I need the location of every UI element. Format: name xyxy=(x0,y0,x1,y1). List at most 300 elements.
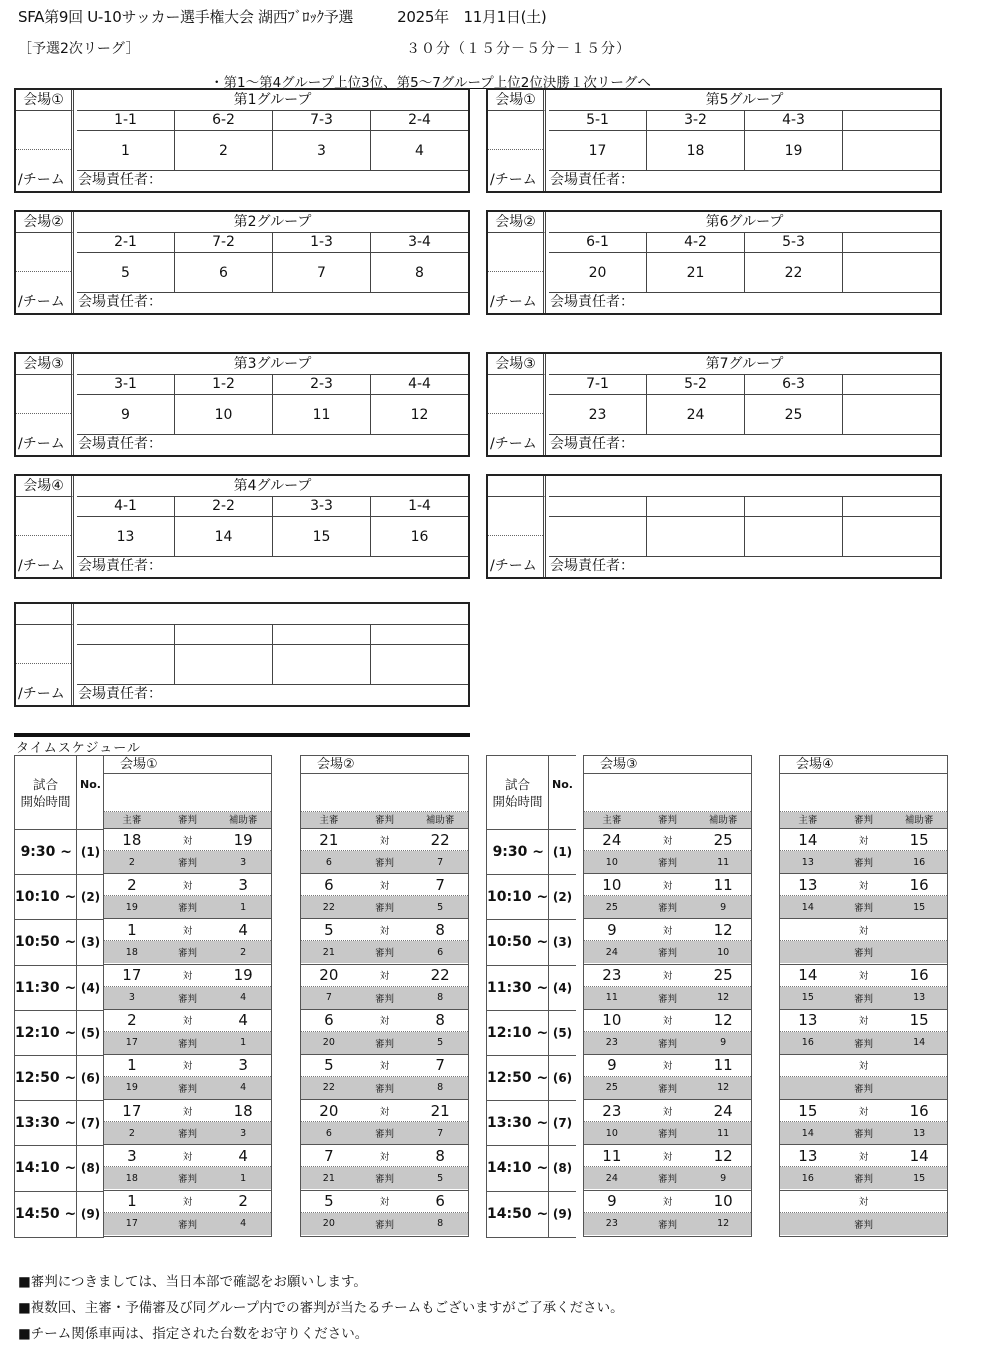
match-teams xyxy=(301,1100,468,1122)
away-team: 12 xyxy=(713,1146,733,1165)
vs-label: 対 xyxy=(379,1197,390,1208)
group-code: 4-3 xyxy=(745,111,843,130)
team-number xyxy=(843,517,940,556)
group-code xyxy=(175,625,273,644)
group-name: 第3グループ xyxy=(77,354,468,375)
venue-schedule xyxy=(583,755,752,1237)
main-referee: 2 xyxy=(128,1127,135,1139)
referee-label: 審判 xyxy=(375,1083,395,1095)
home-team: 5 xyxy=(324,1192,334,1210)
away-team: 22 xyxy=(430,966,450,985)
group-code: 7-3 xyxy=(273,111,371,130)
match-referees xyxy=(780,1213,947,1235)
vs-label: 対 xyxy=(662,1197,673,1208)
dotted-line xyxy=(488,413,543,414)
team-label: /チーム xyxy=(16,685,74,705)
team-number xyxy=(273,645,371,684)
match-no: (7) xyxy=(552,1116,573,1131)
match-cell xyxy=(301,874,468,919)
match-no: (3) xyxy=(80,935,101,950)
home-team: 7 xyxy=(324,1146,334,1165)
home-team: 9 xyxy=(607,1056,617,1075)
start-time: 14:50 ~ xyxy=(487,1192,549,1237)
match-cell xyxy=(301,1100,468,1145)
home-team: 20 xyxy=(319,966,339,985)
time-slot-row xyxy=(487,1146,576,1191)
referee-label: 審判 xyxy=(178,1174,198,1186)
away-team: 2 xyxy=(238,1192,248,1210)
match-no: (9) xyxy=(80,1206,101,1221)
schedule-header xyxy=(487,756,576,830)
role-label: 主審 xyxy=(319,815,339,826)
time-slot-row xyxy=(487,1056,576,1101)
home-team: 11 xyxy=(602,1146,622,1165)
assistant-referee: 16 xyxy=(913,856,926,868)
home-team: 9 xyxy=(607,1192,617,1210)
main-referee: 24 xyxy=(605,1172,618,1184)
group-code: 5-1 xyxy=(549,111,647,130)
referee-label: 審判 xyxy=(854,993,874,1005)
referee-label: 審判 xyxy=(178,903,198,915)
match-teams xyxy=(584,1145,751,1167)
match-teams xyxy=(104,874,271,896)
time-slot-row xyxy=(487,1101,576,1146)
group-code: 1-1 xyxy=(77,111,175,130)
match-teams xyxy=(301,829,468,851)
assistant-referee: 3 xyxy=(240,1127,247,1139)
dotted-line xyxy=(488,149,543,150)
assistant-referee: 6 xyxy=(437,946,444,958)
team-number: 23 xyxy=(549,395,647,434)
referee-label: 審判 xyxy=(658,1083,678,1095)
home-team: 2 xyxy=(127,1011,137,1030)
time-slot-row xyxy=(487,1192,576,1237)
home-team: 15 xyxy=(798,1101,818,1120)
start-time: 12:50 ~ xyxy=(487,1056,549,1100)
group-code: 3-2 xyxy=(647,111,745,130)
main-referee: 3 xyxy=(128,992,135,1004)
vs-label: 対 xyxy=(662,925,673,937)
group-code: 7-1 xyxy=(549,375,647,394)
match-teams xyxy=(780,919,947,941)
match-cell xyxy=(301,829,468,874)
match-cell xyxy=(104,1010,271,1055)
match-no: (4) xyxy=(552,980,573,995)
group-code xyxy=(77,625,175,644)
role-label: 審判 xyxy=(658,815,678,826)
match-no: (3) xyxy=(552,935,573,950)
match-referees xyxy=(104,1167,271,1189)
referee-label: 審判 xyxy=(375,903,395,915)
match-teams xyxy=(584,829,751,851)
main-referee: 20 xyxy=(322,1037,335,1049)
main-referee: 23 xyxy=(605,1218,618,1229)
vs-label: 対 xyxy=(379,835,390,847)
dotted-line xyxy=(16,149,71,150)
assistant-referee: 7 xyxy=(437,856,444,868)
dotted-line xyxy=(16,535,71,536)
main-referee: 19 xyxy=(125,901,138,913)
home-team: 18 xyxy=(122,830,142,849)
main-referee: 20 xyxy=(322,1218,335,1229)
group-box xyxy=(486,88,942,193)
vs-label: 対 xyxy=(182,1061,193,1073)
main-referee: 10 xyxy=(605,1127,618,1139)
group-name: 第5グループ xyxy=(549,90,940,111)
home-team: 6 xyxy=(324,1011,334,1030)
match-cell xyxy=(301,1055,468,1100)
assistant-referee: 5 xyxy=(437,1172,444,1184)
home-team: 23 xyxy=(602,966,622,985)
match-teams xyxy=(301,874,468,896)
group-codes-row xyxy=(549,497,940,517)
team-number: 10 xyxy=(175,395,273,434)
main-referee: 22 xyxy=(322,901,335,913)
time-slot-row xyxy=(15,830,104,875)
start-time: 10:50 ~ xyxy=(487,920,549,964)
match-duration: ３０分（１５分－５分－１５分） xyxy=(406,41,631,57)
main-referee: 24 xyxy=(605,946,618,958)
match-cell xyxy=(301,965,468,1010)
main-referee: 2 xyxy=(128,856,135,868)
referee-label: 審判 xyxy=(854,1083,874,1095)
schedule-header xyxy=(15,756,104,830)
start-time: 9:30 ~ xyxy=(15,830,77,874)
schedule-time-column xyxy=(486,755,576,1238)
away-team: 3 xyxy=(238,875,248,894)
role-label: 審判 xyxy=(854,815,874,826)
main-referee: 22 xyxy=(322,1082,335,1094)
venue-schedule xyxy=(103,755,272,1237)
footer-note: ■複数回、主審・予備審及び同グループ内での審判が当たるチームもございますがご了承ください。 xyxy=(18,1300,624,1316)
home-team: 6 xyxy=(324,875,334,894)
team-number: 15 xyxy=(273,517,371,556)
referee-label: 審判 xyxy=(178,993,198,1005)
match-teams xyxy=(780,1191,947,1213)
match-teams xyxy=(104,1010,271,1032)
team-number: 6 xyxy=(175,253,273,292)
main-referee: 14 xyxy=(801,901,814,913)
group-code xyxy=(371,625,468,644)
away-team: 10 xyxy=(713,1192,733,1210)
time-slot-row xyxy=(15,1146,104,1191)
venue-label xyxy=(16,604,74,625)
assistant-referee: 5 xyxy=(437,1037,444,1049)
referee-label: 審判 xyxy=(178,858,198,869)
match-teams xyxy=(584,874,751,896)
group-name: 第1グループ xyxy=(77,90,468,111)
team-label: /チーム xyxy=(488,293,546,313)
team-number: 13 xyxy=(77,517,175,556)
away-team: 4 xyxy=(238,920,248,939)
assistant-referee: 9 xyxy=(720,901,727,913)
referee-label: 審判 xyxy=(658,1174,678,1186)
home-team: 13 xyxy=(798,1011,818,1030)
match-cell xyxy=(780,1145,947,1190)
referee-label: 審判 xyxy=(178,1129,198,1141)
match-teams xyxy=(104,1055,271,1077)
match-referees xyxy=(584,1213,751,1235)
group-code xyxy=(843,375,940,394)
match-referees xyxy=(301,1213,468,1235)
match-teams xyxy=(301,1145,468,1167)
group-code: 2-3 xyxy=(273,375,371,394)
team-numbers-row xyxy=(549,517,940,557)
referee-label: 審判 xyxy=(854,858,874,869)
assistant-referee: 11 xyxy=(717,856,730,868)
match-referees xyxy=(584,896,751,918)
away-team: 11 xyxy=(713,1056,733,1075)
group-name: 第6グループ xyxy=(549,212,940,233)
time-slot-row xyxy=(15,1011,104,1056)
assistant-referee: 11 xyxy=(717,1127,730,1139)
vs-label: 対 xyxy=(379,880,390,892)
referee-label: 審判 xyxy=(375,1038,395,1050)
match-cell xyxy=(780,829,947,874)
vs-label: 対 xyxy=(379,925,390,937)
footer-note: ■審判につきましては、当日本部で確認をお願いします。 xyxy=(18,1274,367,1290)
assistant-referee: 15 xyxy=(913,1172,926,1184)
team-number: 2 xyxy=(175,131,273,170)
match-cell xyxy=(780,1010,947,1055)
team-numbers-row xyxy=(77,517,468,557)
group-code: 6-3 xyxy=(745,375,843,394)
vs-label: 対 xyxy=(858,925,869,937)
start-time: 9:30 ~ xyxy=(487,830,549,874)
group-name: 第4グループ xyxy=(77,476,468,497)
role-label: 主審 xyxy=(122,815,142,826)
match-cell xyxy=(301,1191,468,1236)
match-cell xyxy=(584,1145,751,1190)
match-referees xyxy=(584,1032,751,1054)
away-team: 25 xyxy=(713,830,733,849)
assistant-referee: 4 xyxy=(240,1218,247,1229)
venue-label xyxy=(488,476,546,497)
venue-name: 会場③ xyxy=(584,756,751,774)
referee-label: 審判 xyxy=(658,903,678,915)
role-label: 補助審 xyxy=(904,815,934,826)
referee-label: 審判 xyxy=(658,858,678,869)
match-teams xyxy=(780,1010,947,1032)
referee-label: 審判 xyxy=(178,1083,198,1095)
away-team: 12 xyxy=(713,920,733,939)
group-code xyxy=(647,497,745,516)
group-codes-row xyxy=(77,625,468,645)
team-number: 16 xyxy=(410,529,429,545)
venue-name: 会場④ xyxy=(780,756,947,774)
referee-label: 審判 xyxy=(854,948,874,960)
team-label: /チーム xyxy=(488,557,546,577)
team-number: 4 xyxy=(415,143,424,159)
team-number xyxy=(549,517,647,556)
time-slot-row xyxy=(15,875,104,920)
main-referee: 13 xyxy=(801,856,814,868)
match-referees xyxy=(104,987,271,1009)
venue-slot xyxy=(488,111,546,171)
team-numbers-row xyxy=(77,395,468,435)
match-referees xyxy=(301,1122,468,1144)
venue-manager-label: 会場責任者： xyxy=(78,436,162,452)
start-time: 11:30 ~ xyxy=(15,966,77,1010)
group-code: 4-1 xyxy=(77,497,175,516)
match-teams xyxy=(780,1100,947,1122)
group-codes-row xyxy=(549,233,940,253)
match-referees xyxy=(301,1167,468,1189)
assistant-referee: 13 xyxy=(913,992,926,1004)
away-team: 22 xyxy=(430,830,450,849)
match-no: (2) xyxy=(552,890,573,905)
vs-label: 対 xyxy=(182,880,193,892)
dotted-line xyxy=(488,271,543,272)
assistant-referee: 12 xyxy=(717,1082,730,1094)
venue-manager-label: 会場責任者： xyxy=(78,294,162,310)
team-label: /チーム xyxy=(16,557,74,577)
team-numbers-row xyxy=(77,645,468,685)
match-referees xyxy=(104,896,271,918)
start-time: 14:10 ~ xyxy=(487,1146,549,1190)
match-cell xyxy=(301,919,468,964)
referee-label: 審判 xyxy=(375,1174,395,1186)
match-teams xyxy=(780,874,947,896)
referee-label: 審判 xyxy=(658,1219,678,1231)
start-time: 13:30 ~ xyxy=(15,1101,77,1145)
main-referee: 11 xyxy=(605,992,618,1004)
team-number: 19 xyxy=(745,131,843,170)
group-code: 1-2 xyxy=(175,375,273,394)
assistant-referee: 4 xyxy=(240,1082,247,1094)
venue-manager-label: 会場責任者： xyxy=(550,294,634,310)
team-label: /チーム xyxy=(16,435,74,455)
referee-label: 審判 xyxy=(854,1038,874,1050)
match-no-header: No. xyxy=(80,778,101,791)
vs-label: 対 xyxy=(858,971,869,983)
vs-label: 対 xyxy=(379,971,390,983)
team-number: 22 xyxy=(745,253,843,292)
home-team: 1 xyxy=(127,1056,137,1075)
match-teams xyxy=(584,1100,751,1122)
assistant-referee: 3 xyxy=(240,856,247,868)
venue-slot xyxy=(16,375,74,435)
roles-row xyxy=(584,812,751,829)
team-numbers-row xyxy=(549,253,940,293)
away-team: 18 xyxy=(233,1101,253,1120)
referee-label: 審判 xyxy=(375,1129,395,1141)
main-referee: 6 xyxy=(325,856,332,868)
group-code xyxy=(843,497,940,516)
home-team: 21 xyxy=(319,830,339,849)
match-no: (1) xyxy=(80,845,101,859)
group-codes-row xyxy=(77,111,468,131)
match-referees xyxy=(780,987,947,1009)
vs-label: 対 xyxy=(662,835,673,847)
home-team: 1 xyxy=(127,920,137,939)
team-number xyxy=(371,645,468,684)
match-referees xyxy=(584,941,751,963)
match-no: (8) xyxy=(552,1161,573,1176)
assistant-referee: 4 xyxy=(240,992,247,1004)
match-referees xyxy=(104,941,271,963)
group-code: 6-1 xyxy=(549,233,647,252)
referee-label: 審判 xyxy=(375,948,395,960)
start-time: 14:10 ~ xyxy=(15,1146,77,1190)
group-name: 第7グループ xyxy=(549,354,940,375)
team-number xyxy=(843,131,940,170)
group-code: 3-1 xyxy=(77,375,175,394)
team-label: /チーム xyxy=(488,171,546,191)
start-time: 10:50 ~ xyxy=(15,920,77,964)
away-team: 19 xyxy=(233,830,253,849)
group-code: 7-2 xyxy=(175,233,273,252)
match-referees xyxy=(301,851,468,873)
team-label: /チーム xyxy=(16,293,74,313)
assistant-referee: 10 xyxy=(717,946,730,958)
team-number: 7 xyxy=(273,253,371,292)
venue-slot xyxy=(16,111,74,171)
team-number: 12 xyxy=(410,407,429,423)
venue-schedule xyxy=(779,755,948,1237)
start-time-header xyxy=(487,756,549,829)
venue-notes xyxy=(301,774,468,812)
vs-label: 対 xyxy=(662,971,673,983)
role-label: 補助審 xyxy=(708,815,738,826)
roles-row xyxy=(301,812,468,829)
team-number xyxy=(843,253,940,292)
match-teams xyxy=(780,1055,947,1077)
match-teams xyxy=(780,829,947,851)
away-team: 7 xyxy=(435,1056,445,1075)
start-time: 13:30 ~ xyxy=(487,1101,549,1145)
venue-notes xyxy=(104,774,271,812)
match-referees xyxy=(584,987,751,1009)
start-time-header xyxy=(15,756,77,829)
home-team: 24 xyxy=(602,830,622,849)
group-code: 2-4 xyxy=(408,112,431,128)
main-referee: 16 xyxy=(801,1172,814,1184)
vs-label: 対 xyxy=(858,1016,869,1028)
home-team: 1 xyxy=(127,1192,137,1210)
main-referee: 21 xyxy=(322,1172,335,1184)
away-team: 7 xyxy=(435,875,445,894)
team-number: 20 xyxy=(549,253,647,292)
match-referees xyxy=(301,941,468,963)
assistant-referee: 5 xyxy=(437,901,444,913)
venue-label: 会場① xyxy=(488,90,546,111)
team-number: 5 xyxy=(77,253,175,292)
dotted-line xyxy=(16,663,71,664)
start-time: 12:10 ~ xyxy=(15,1011,77,1055)
match-teams xyxy=(301,1191,468,1213)
match-cell xyxy=(584,1055,751,1100)
main-referee: 15 xyxy=(801,992,814,1004)
away-team: 15 xyxy=(909,830,929,849)
group-code: 4-4 xyxy=(408,376,431,392)
referee-label: 審判 xyxy=(178,1219,198,1231)
team-number: 3 xyxy=(273,131,371,170)
match-teams xyxy=(584,919,751,941)
match-teams xyxy=(104,1191,271,1213)
group-code: 2-1 xyxy=(77,233,175,252)
match-referees xyxy=(780,1122,947,1144)
referee-label: 審判 xyxy=(854,1219,874,1231)
team-number: 8 xyxy=(415,265,424,281)
match-no: (5) xyxy=(552,1025,573,1040)
match-cell xyxy=(584,1191,751,1236)
group-name xyxy=(549,476,940,497)
assistant-referee: 13 xyxy=(913,1127,926,1139)
group-box xyxy=(14,474,470,579)
title-text: SFA第9回 U-10サッカー選手権大会 湖西ﾌﾞﾛｯｸ予選 xyxy=(18,8,354,26)
home-team: 5 xyxy=(324,1056,334,1075)
